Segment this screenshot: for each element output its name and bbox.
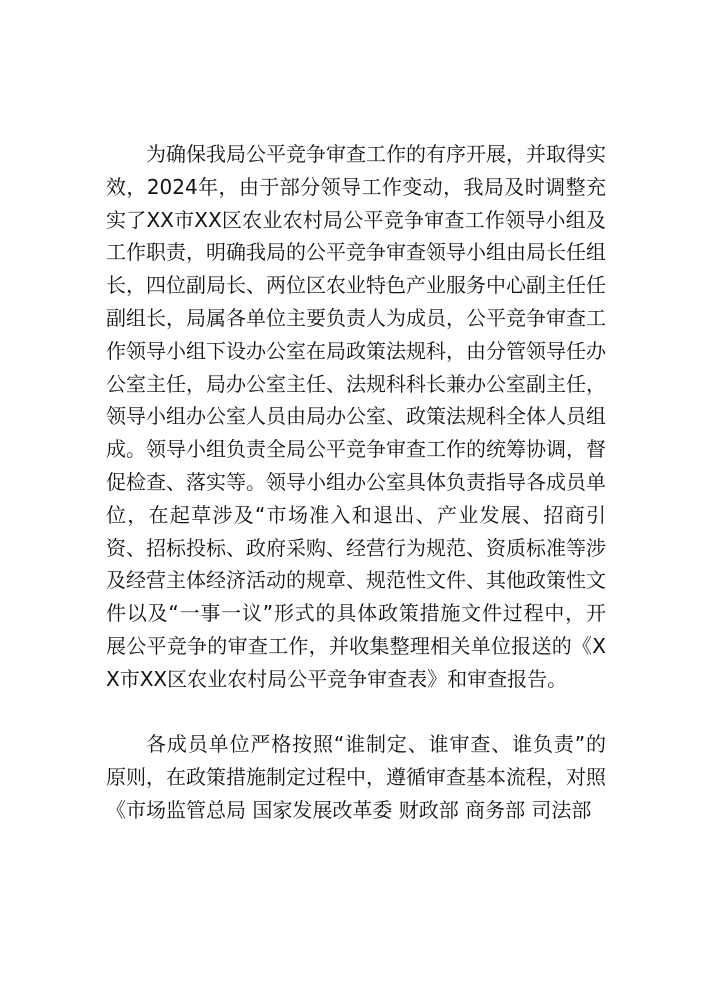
document-body (106, 138, 606, 827)
paragraph-1: 为确保我局公平竞争审查工作的有序开展，并取得实效，2024年，由于部分领导工作变动，我局及时调整充实了XX市XX区农业农村局公平竞争审查工作领导小组及工作职责，明确我局的公平竞争审查领导小组由局长任组长，四位副局长、两位区农业特色产业服务中心副主任任副组长，局属各单位主要负责人为成员，公平竞争审查工作领导小组下设办公室在局政策法规科，由分管领导任办公室主任，局办公室主任、法规科科长兼办公室副主任，领导小组办公室人员由局办公室、政策法规科全体人员组成。领导小组负责全局公平竞争审查工作的统筹协调，督促检查、落实等。领导小组办公室具体负责指导各成员单位，在起草涉及“市场准入和退出、产业发展、招商引资、招标投标、政府采购、经营行为规范、资质标准等涉及经营主体经济活动的规章、规范性文件、其他政策性文件以及“一事一议”形式的具体政策措施文件过程中，开展公平竞争的审查工作，并收集整理相关单位报送的《XX市XX区农业农村局公平竞争审查表》和审查报告。 (106, 142, 606, 691)
paragraph-2: 各成员单位严格按照“谁制定、谁审查、谁负责”的原则，在政策措施制定过程中，遵循审查基本流程，对照《市场监管总局 国家发展改革委 财政部 商务部 司法部 (106, 732, 606, 822)
